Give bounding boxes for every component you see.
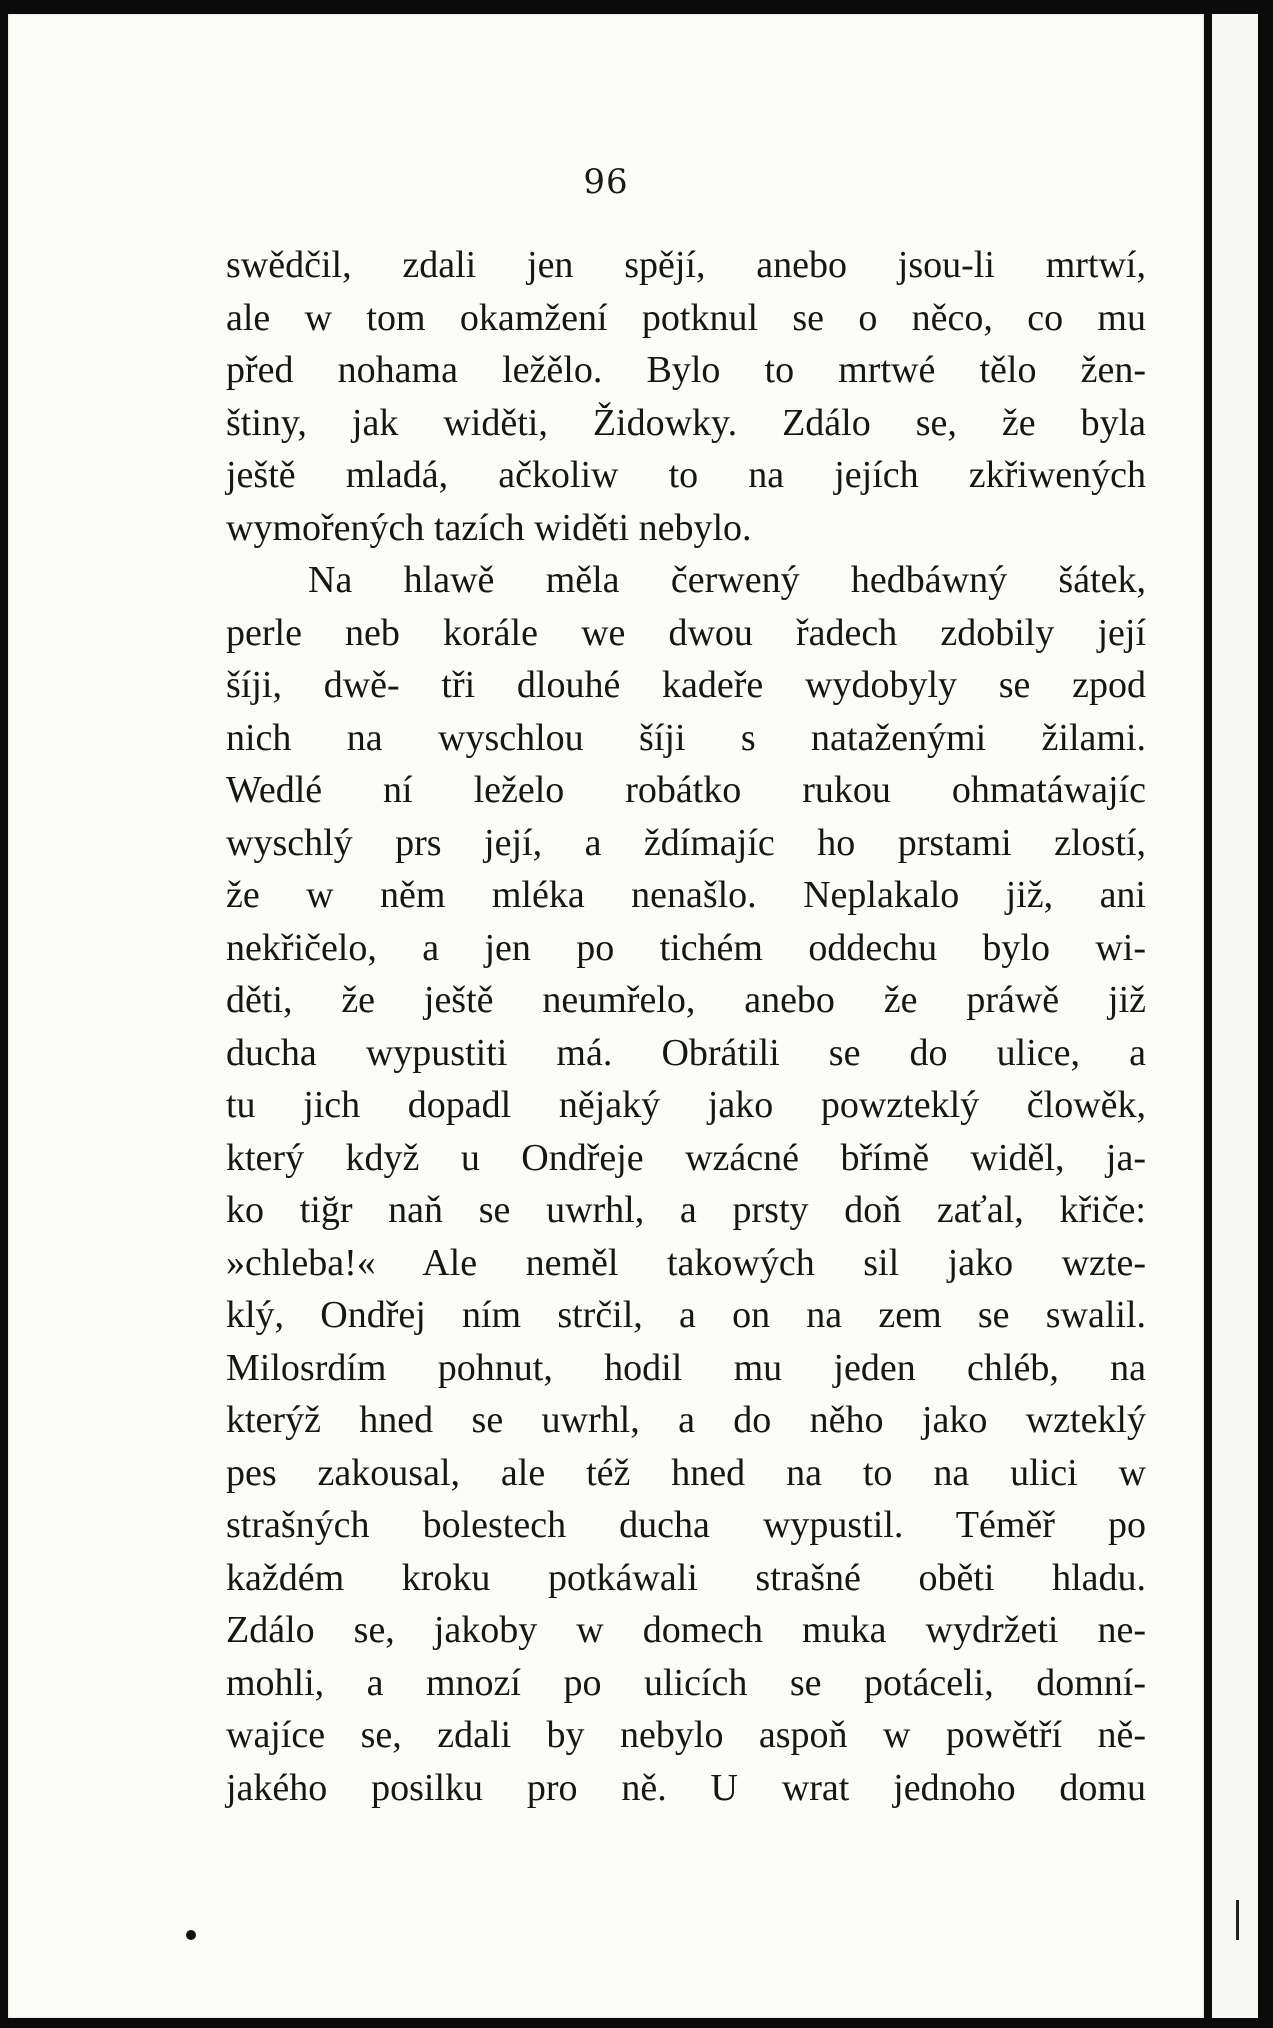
text-line: pes zakousal, ale též hned na to na ulici w bbox=[226, 1451, 1146, 1494]
text-line: wymořených tazích widěti nebylo. bbox=[226, 506, 752, 549]
text-line: klý, Ondřej ním strčil, a on na zem se swalil. bbox=[226, 1294, 1146, 1336]
text-line: wajíce se, zdali by nebylo aspoň w powětří ně- bbox=[226, 1714, 1146, 1756]
text-line: wyschlý prs její, a ždímajíc ho prstami zlostí, bbox=[226, 821, 1146, 864]
text-line: tu jich dopadl nějaký jako powzteklý člowěk, bbox=[226, 1084, 1146, 1126]
text-line: který když u Ondřeje wzácné břímě widěl, ja- bbox=[226, 1136, 1146, 1179]
body-text bbox=[226, 239, 1146, 1814]
text-line: ko tiğr naň se uwrhl, a prsty doň zaťal, křiče: bbox=[226, 1189, 1146, 1231]
text-line: před nohama ležělo. Bylo to mrtwé tělo žen- bbox=[226, 349, 1146, 391]
text-line: Milosrdím pohnut, hodil mu jeden chléb, na bbox=[226, 1346, 1146, 1389]
text-line: perle neb korále we dwou řadech zdobily její bbox=[226, 611, 1146, 654]
facing-page-edge bbox=[1212, 14, 1258, 2018]
text-line: ještě mladá, ačkoliw to na jejích zkřiwených bbox=[226, 454, 1146, 496]
text-line: Zdálo se, jakoby w domech muka wydržeti ne- bbox=[226, 1609, 1146, 1651]
book-page bbox=[8, 14, 1204, 2018]
text-line: ale w tom okamžení potknul se o něco, co mu bbox=[226, 296, 1146, 339]
text-line: Wedlé ní leželo robátko rukou ohmatáwajíc bbox=[226, 769, 1146, 811]
text-line: šíji, dwě- tři dlouhé kadeře wydobyly se zpod bbox=[226, 664, 1146, 706]
facing-page-mark bbox=[1236, 1900, 1239, 1940]
text-line: každém kroku potkáwali strašné oběti hladu. bbox=[226, 1556, 1146, 1599]
scan-border bbox=[1258, 0, 1273, 2028]
text-line: »chleba!« Ale neměl takowých sil jako wzte- bbox=[226, 1241, 1146, 1284]
text-line: strašných bolestech ducha wypustil. Téměř po bbox=[226, 1504, 1146, 1546]
page-number: 96 bbox=[583, 162, 629, 202]
text-line: že w něm mléka nenašlo. Neplakalo již, ani bbox=[226, 874, 1146, 916]
text-line: Na hlawě měla čerwený hedbáwný šátek, bbox=[308, 559, 1146, 601]
text-line: jakého posilku pro ně. U wrat jednoho domu bbox=[226, 1766, 1146, 1809]
text-line: swědčil, zdali jen spějí, anebo jsou-li mrtwí, bbox=[226, 244, 1146, 286]
text-line: ducha wypustiti má. Obrátili se do ulice, a bbox=[226, 1031, 1146, 1074]
text-line: děti, že ještě neumřelo, anebo že práwě již bbox=[226, 979, 1146, 1021]
text-line: kterýž hned se uwrhl, a do něho jako wzteklý bbox=[226, 1399, 1146, 1441]
text-line: štiny, jak widěti, Židowky. Zdálo se, že byla bbox=[226, 401, 1146, 444]
ink-dot bbox=[186, 1930, 196, 1940]
text-line: nich na wyschlou šíji s natаženými žilami. bbox=[226, 716, 1146, 759]
text-line: nekřičelo, a jen po tichém oddechu bylo wi- bbox=[226, 926, 1146, 969]
text-line: mohli, a mnozí po ulicích se potáceli, domní- bbox=[226, 1661, 1146, 1704]
